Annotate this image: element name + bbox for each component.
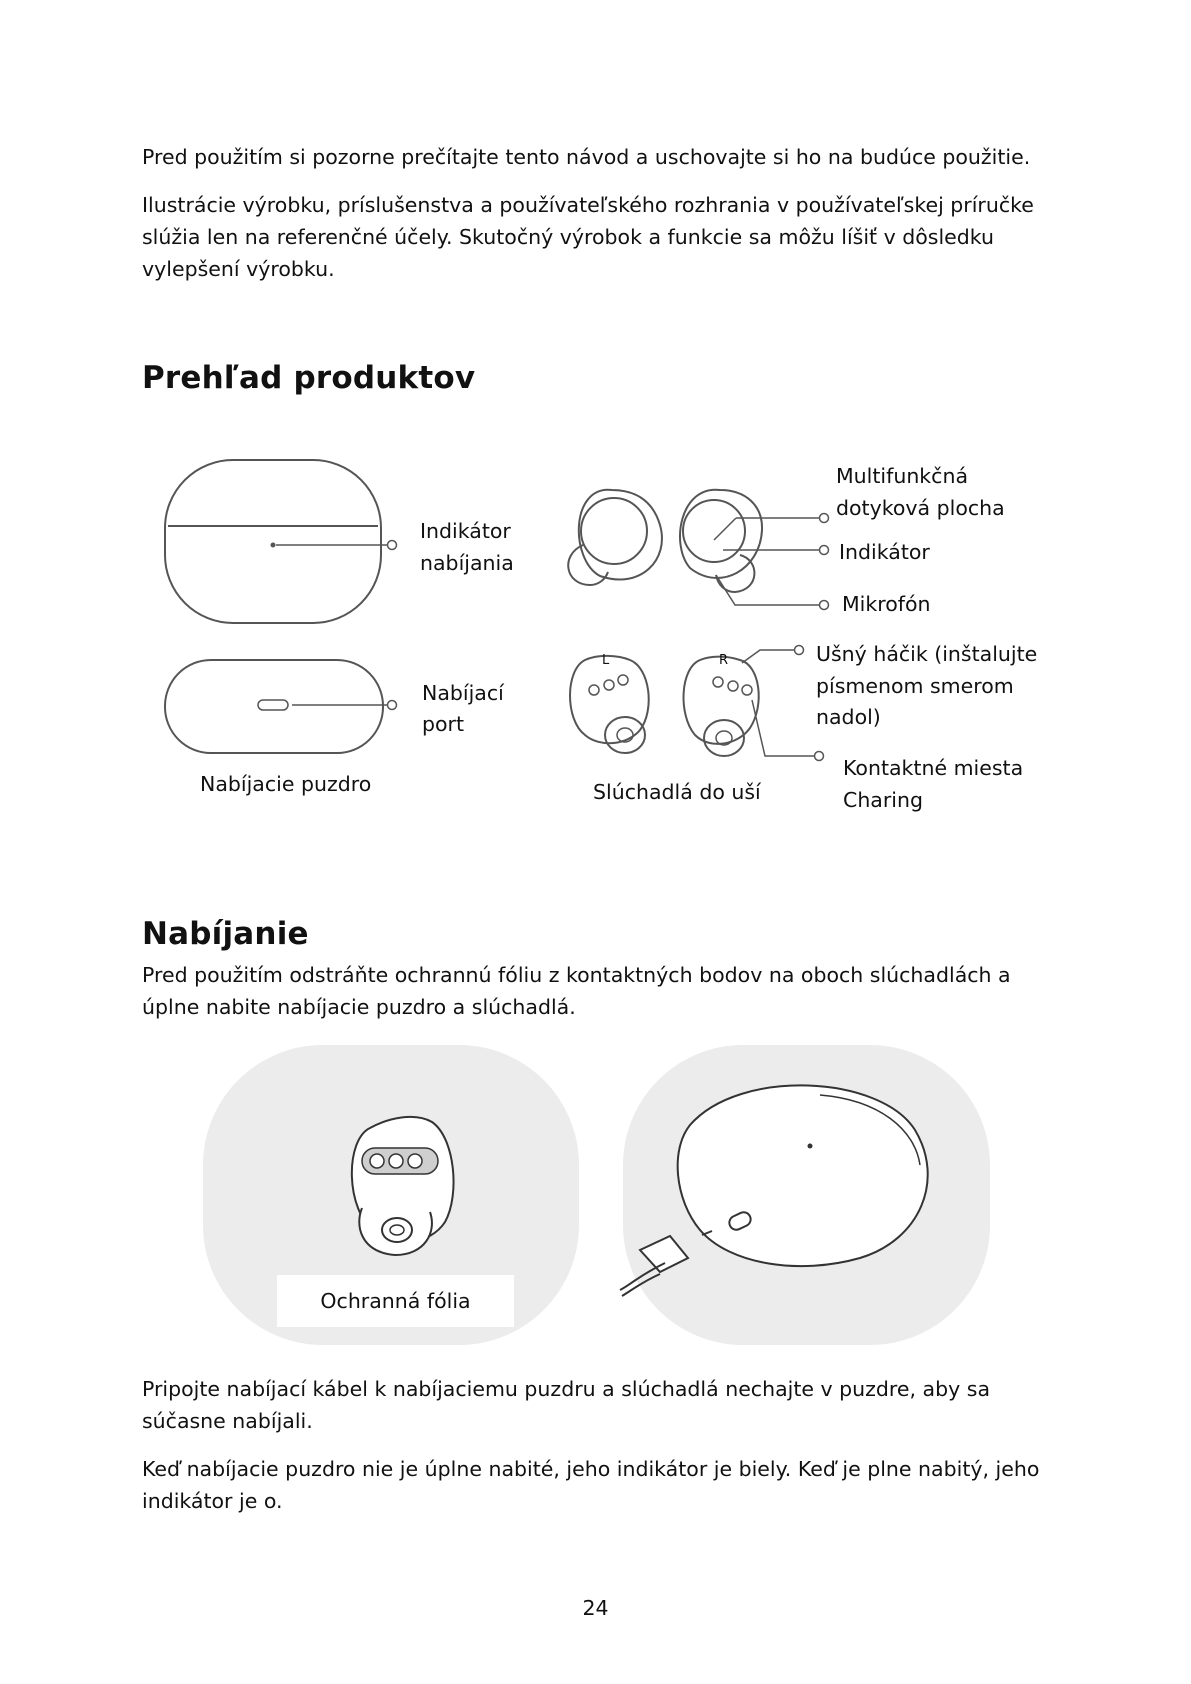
earbuds-caption: Slúchadlá do uší bbox=[593, 780, 761, 804]
earbud-letter-left: L bbox=[602, 653, 610, 668]
protective-foil-label: Ochranná fólia bbox=[277, 1275, 514, 1327]
earbud-with-foil bbox=[352, 1117, 454, 1255]
case-caption: Nabíjacie puzdro bbox=[200, 772, 372, 796]
overview-heading: Prehľad produktov bbox=[142, 360, 476, 396]
ear-hook-label-3: nadol) bbox=[816, 705, 881, 729]
charging-paragraph-2: Pripojte nabíjací kábel k nabíjaciemu puzdru a slúchadlá nechajte v puzdre, aby sa súčasne nabíjali. bbox=[142, 1377, 991, 1433]
case-indicator-label-1: Indikátor bbox=[420, 519, 511, 543]
page-number: 24 bbox=[582, 1596, 609, 1620]
case-with-cable bbox=[620, 1085, 928, 1296]
contacts-label-2: Charing bbox=[843, 788, 923, 812]
touch-area-label-1: Multifunkčná bbox=[836, 464, 969, 488]
charging-paragraph-3: Keď nabíjacie puzdro nie je úplne nabité, jeho indikátor je biely. Keď je plne nabitý, jeho indikátor je o. bbox=[142, 1457, 1040, 1513]
microphone-label: Mikrofón bbox=[842, 592, 931, 616]
case-port-label-2: port bbox=[422, 712, 465, 736]
earbud-letter-right: R bbox=[719, 653, 729, 668]
intro-paragraph-1: Pred použitím si pozorne prečítajte tento návod a uschovajte si ho na budúce použitie. bbox=[142, 145, 1031, 169]
case-indicator-label-2: nabíjania bbox=[420, 551, 514, 575]
charging-heading: Nabíjanie bbox=[142, 916, 309, 952]
earbud-indicator-label: Indikátor bbox=[839, 540, 930, 564]
case-port-label-1: Nabíjací bbox=[422, 681, 504, 705]
charging-paragraph-1: Pred použitím odstráňte ochrannú fóliu z kontaktných bodov na oboch slúchadlách a úplne nabite nabíjacie puzdro a slúchadlá. bbox=[142, 963, 1011, 1019]
intro-paragraph-2: Ilustrácie výrobku, príslušenstva a používateľského rozhrania v používateľskej príručke slúžia len na referenčné účely. Skutočný výrobok a funkcie sa môžu líšiť v dôsledku vylepšení výrobku. bbox=[142, 193, 1034, 281]
ear-hook-label-2: písmenom smerom bbox=[816, 674, 1014, 698]
ear-hook-label-1: Ušný háčik (inštalujte bbox=[816, 642, 1038, 666]
touch-area-label-2: dotyková plocha bbox=[836, 496, 1005, 520]
contacts-label-1: Kontaktné miesta bbox=[843, 756, 1024, 780]
